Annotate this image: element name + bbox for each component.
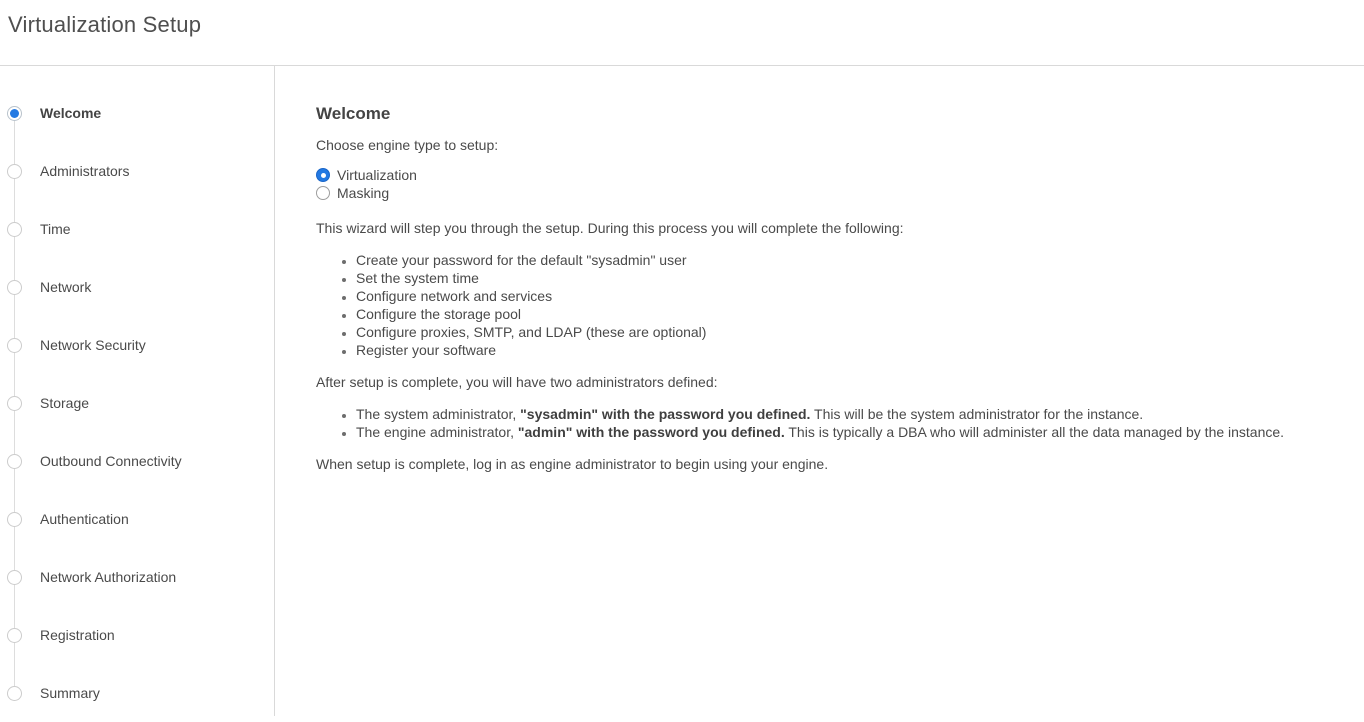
radio-option-label: Masking: [337, 185, 390, 201]
setup-wizard: [0, 66, 1364, 716]
wizard-content: [275, 66, 1364, 716]
closing-paragraph: When setup is complete, log in as engine administrator to begin using your engine.: [316, 456, 829, 472]
step-radio-icon: [7, 570, 22, 585]
sidebar-step-network[interactable]: [0, 258, 274, 316]
sidebar-step-network-authorization[interactable]: [0, 548, 274, 606]
step-radio-icon: [7, 396, 22, 411]
list-item: • Configure the storage pool: [356, 305, 1334, 323]
list-item: • Configure proxies, SMTP, and LDAP (these are optional): [356, 323, 1334, 341]
step-label: Welcome: [40, 105, 102, 121]
radio-button-icon[interactable]: [316, 186, 330, 200]
step-label: Storage: [40, 395, 90, 411]
sidebar-step-administrators[interactable]: [0, 142, 274, 200]
sidebar-step-outbound-connectivity[interactable]: [0, 432, 274, 490]
intro-paragraph: This wizard will step you through the setup. During this process you will complete the following:: [316, 220, 904, 236]
list-item: • The engine administrator, "admin" with the password you defined. This is typically a DBA who will administer all the data managed by the instance.: [356, 423, 1334, 441]
setup-tasks-list: [316, 251, 1334, 359]
step-radio-icon: [7, 338, 22, 353]
sidebar-step-storage[interactable]: [0, 374, 274, 432]
wizard-stepper-sidebar: [0, 66, 275, 716]
step-label: Registration: [40, 627, 115, 643]
administrators-list: [316, 405, 1334, 441]
list-item: • Configure network and services: [356, 287, 1334, 305]
list-item: • The system administrator, "sysadmin" with the password you defined. This will be the system administrator for the instance.: [356, 405, 1334, 423]
engine-type-prompt: Choose engine type to setup:: [316, 137, 499, 153]
radio-option-virtualization[interactable]: [316, 166, 1334, 184]
content-heading: Welcome: [316, 104, 391, 123]
list-item: • Set the system time: [356, 269, 1334, 287]
step-label: Time: [40, 221, 71, 237]
list-item: • Create your password for the default "sysadmin" user: [356, 251, 1334, 269]
step-label: Administrators: [40, 163, 130, 179]
engine-type-radio-group: [316, 166, 1334, 202]
step-radio-icon: [7, 512, 22, 527]
after-setup-paragraph: After setup is complete, you will have two administrators defined:: [316, 374, 718, 390]
list-item: • Register your software: [356, 341, 1334, 359]
step-label: Network: [40, 279, 92, 295]
sidebar-step-registration[interactable]: [0, 606, 274, 664]
page-header: [0, 0, 1364, 66]
step-radio-icon: [7, 686, 22, 701]
page-title: Virtualization Setup: [8, 12, 202, 37]
sidebar-step-time[interactable]: [0, 200, 274, 258]
radio-option-label: Virtualization: [337, 167, 417, 183]
step-radio-icon: [7, 628, 22, 643]
step-label: Summary: [40, 685, 100, 701]
step-label: Outbound Connectivity: [40, 453, 182, 469]
step-radio-icon: [7, 106, 22, 121]
step-label: Authentication: [40, 511, 129, 527]
bold-text: "admin" with the password you defined.: [517, 424, 785, 440]
sidebar-step-summary[interactable]: [0, 664, 274, 722]
step-radio-icon: [7, 222, 22, 237]
radio-button-icon[interactable]: [316, 168, 330, 182]
radio-option-masking[interactable]: [316, 184, 1334, 202]
step-radio-icon: [7, 280, 22, 295]
sidebar-step-network-security[interactable]: [0, 316, 274, 374]
step-radio-icon: [7, 164, 22, 179]
step-label: Network Security: [40, 337, 146, 353]
sidebar-step-welcome[interactable]: [0, 84, 274, 142]
step-radio-icon: [7, 454, 22, 469]
bold-text: "sysadmin" with the password you defined.: [520, 406, 811, 422]
step-label: Network Authorization: [40, 569, 177, 585]
sidebar-step-authentication[interactable]: [0, 490, 274, 548]
